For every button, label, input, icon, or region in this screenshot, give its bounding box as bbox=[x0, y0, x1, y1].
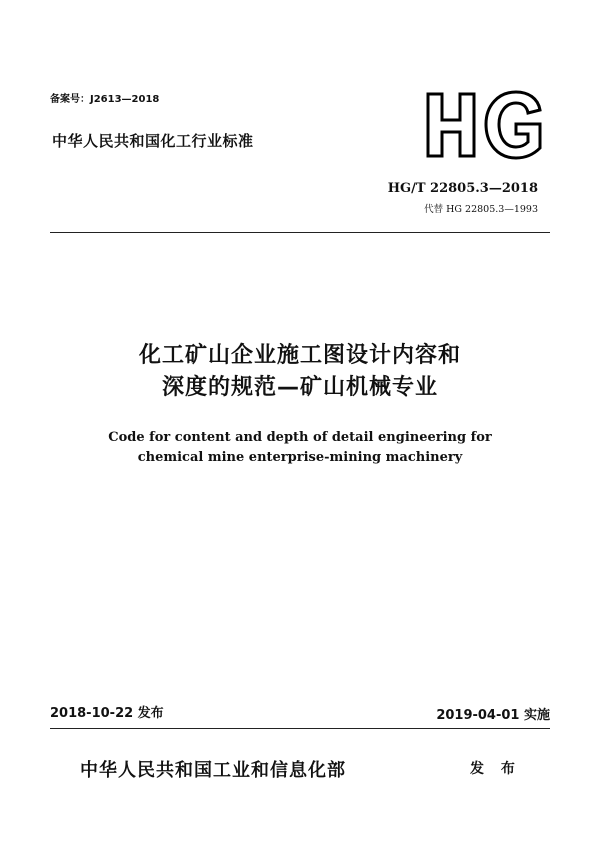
english-title-line-1: Code for content and depth of detail engineering for bbox=[108, 430, 492, 445]
implementation-date: 2019-04-01 实施 bbox=[436, 708, 550, 723]
issuing-authority: 中华人民共和国工业和信息化部 bbox=[80, 760, 346, 781]
replaced-standard: 代替 HG 22805.3—1993 bbox=[424, 204, 538, 215]
bottom-divider bbox=[50, 728, 550, 729]
chinese-title bbox=[50, 340, 550, 404]
chinese-title-line-1: 化工矿山企业施工图设计内容和 bbox=[138, 343, 461, 368]
hg-logo bbox=[422, 84, 550, 166]
hg-logo-icon bbox=[422, 84, 550, 166]
english-title bbox=[50, 428, 550, 468]
industry-standard-label: 中华人民共和国化工行业标准 bbox=[52, 132, 254, 150]
top-divider bbox=[50, 232, 550, 233]
standard-number: HG/T 22805.3—2018 bbox=[387, 181, 538, 196]
issue-date: 2018-10-22 发布 bbox=[50, 706, 164, 721]
record-number: 备案号：J2613—2018 bbox=[50, 94, 160, 105]
english-title-line-2: chemical mine enterprise-mining machinery bbox=[137, 450, 463, 465]
chinese-title-line-2: 深度的规范—矿山机械专业 bbox=[161, 375, 438, 400]
publish-label: 发 布 bbox=[470, 761, 521, 777]
